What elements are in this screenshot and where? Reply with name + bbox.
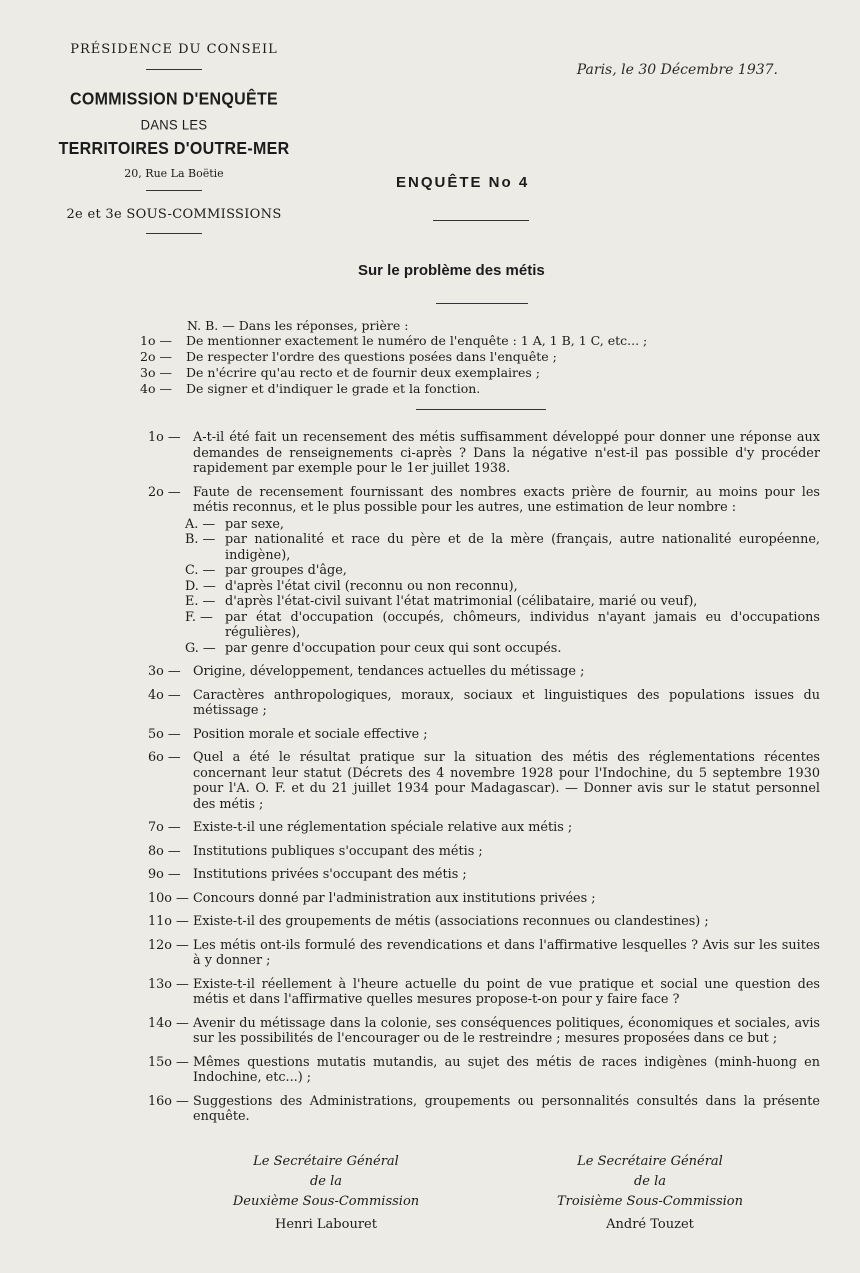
question-number: 12o — xyxy=(148,937,189,953)
question-text: Quel a été le résultat pratique sur la situation des métis des réglementations récentes concernant leur statut (Décrets des 4 novembre 1928 pour l'Indochine, du 5 septembre 1930 pour l'A. O. F. et du 21 juillet 1934 pour Madagascar). — Donner avis sur le statut personnel des métis ; xyxy=(193,750,820,812)
question-text: Avenir du métissage dans la colonie, ses conséquences politiques, économiques et sociales, avis sur les possibilités de l'encourager ou de le restreindre ; mesures proposées dans ce but ; xyxy=(193,1015,820,1046)
question-text: Existe-t-il réellement à l'heure actuelle du point de vue pratique et social une question des métis et dans l'affirmative quelles mesures propose-t-on pour y faire face ? xyxy=(193,976,820,1007)
sub-item xyxy=(185,532,820,563)
nb-item-text: De mentionner exactement le numéro de l'enquête : 1 A, 1 B, 1 C, etc... ; xyxy=(186,333,648,348)
nb-item-number: 2o — xyxy=(140,349,172,364)
sub-item-text: par groupes d'âge, xyxy=(225,563,347,578)
question-item xyxy=(148,844,820,860)
question-text: A-t-il été fait un recensement des métis suffisamment développé pour donner une réponse aux demandes de renseignements ci-après ? Dans la négative n'est-il pas possible d'y procéder rapidement par exemple pour le 1er juillet 1938. xyxy=(193,430,820,476)
nb-item-number: 3o — xyxy=(140,365,172,380)
subject-title: Sur le problème des métis xyxy=(358,262,545,279)
commission-heading xyxy=(40,87,308,162)
commission-line-3: TERRITOIRES D'OUTRE-MER xyxy=(58,140,290,159)
address: 20, Rue La Boëtie xyxy=(124,167,224,180)
nb-item-text: De n'écrire qu'au recto et de fournir deux exemplaires ; xyxy=(186,365,540,380)
nb-item-text: De signer et d'indiquer le grade et la fonction. xyxy=(186,381,481,396)
question-text: Existe-t-il des groupements de métis (associations reconnues ou clandestines) ; xyxy=(193,914,709,929)
question-number: 3o — xyxy=(148,664,181,679)
sub-item-text: par nationalité et race du père et de la mère (français, autre nationalité européenne, indigène), xyxy=(225,532,820,563)
divider xyxy=(146,233,202,234)
signature-name: Henri Labouret xyxy=(275,1217,377,1232)
question-item xyxy=(148,1055,820,1086)
sub-item xyxy=(185,517,820,533)
question-number: 13o — xyxy=(148,976,189,992)
signature-title: Le Secrétaire Général xyxy=(577,1154,723,1169)
nb-item xyxy=(140,365,700,381)
question-number: 11o — xyxy=(148,914,189,929)
question-number: 7o — xyxy=(148,820,181,835)
sub-item-letter: E. — xyxy=(185,594,216,609)
question-text: Institutions privées s'occupant des métis ; xyxy=(193,867,467,882)
questions-list xyxy=(148,430,820,1133)
question-item xyxy=(148,977,820,1008)
nb-item-number: 1o — xyxy=(140,333,172,348)
question-item xyxy=(148,914,820,930)
signature-commission: Deuxième Sous-Commission xyxy=(232,1194,420,1209)
question-text: Concours donné par l'administration aux institutions privées ; xyxy=(193,890,596,906)
nb-item-number: 4o — xyxy=(140,381,172,396)
signature-block-right xyxy=(520,1152,780,1235)
question-item xyxy=(148,688,820,719)
question-number: 5o — xyxy=(148,726,181,742)
question-item xyxy=(148,1016,820,1047)
sous-commissions-heading: 2e et 3e SOUS-COMMISSIONS xyxy=(66,207,282,222)
sub-item-text: par sexe, xyxy=(225,516,285,532)
sub-item xyxy=(185,563,820,579)
divider xyxy=(146,190,202,191)
sub-item xyxy=(185,579,820,595)
question-number: 4o — xyxy=(148,687,181,703)
question-number: 10o — xyxy=(148,890,189,906)
question-number: 2o — xyxy=(148,484,181,500)
enquete-title: ENQUÊTE No 4 xyxy=(396,174,530,191)
signature-of: de la xyxy=(309,1174,343,1189)
question-number: 15o — xyxy=(148,1054,189,1070)
sub-item-letter: A. — xyxy=(185,516,216,532)
question-item xyxy=(148,820,820,836)
question-text: Faute de recensement fournissant des nombres exacts prière de fournir, au moins pour les métis reconnus, et le plus possible pour les autres, une estimation de leur nombre : xyxy=(193,484,820,515)
question-number: 8o — xyxy=(148,843,181,859)
sub-item-letter: F. — xyxy=(185,609,213,625)
question-text: Position morale et sociale effective ; xyxy=(193,726,428,742)
commission-line-2: DANS LES xyxy=(140,116,208,133)
commission-line-1: COMMISSION D'ENQUÊTE xyxy=(69,90,279,109)
nb-item xyxy=(140,381,700,397)
signature-name: André Touzet xyxy=(606,1217,694,1232)
sub-item-letter: C. — xyxy=(185,563,216,578)
sub-item-letter: G. — xyxy=(185,640,216,656)
sub-item xyxy=(185,610,820,641)
nb-list xyxy=(140,333,700,397)
divider xyxy=(416,409,546,410)
question-number: 6o — xyxy=(148,750,181,765)
divider xyxy=(433,220,529,221)
sub-item xyxy=(185,594,820,610)
signature-block-left xyxy=(196,1152,456,1235)
presidence-heading: PRÉSIDENCE DU CONSEIL xyxy=(70,42,278,57)
nb-intro: N. B. — Dans les réponses, prière : xyxy=(187,318,409,333)
sub-item-text: d'après l'état civil (reconnu ou non reconnu), xyxy=(225,578,518,594)
nb-item xyxy=(140,349,700,365)
nb-item-text: De respecter l'ordre des questions posées dans l'enquête ; xyxy=(186,349,557,364)
question-item xyxy=(148,485,820,657)
question-text: Origine, développement, tendances actuelles du métissage ; xyxy=(193,664,585,679)
question-text: Institutions publiques s'occupant des métis ; xyxy=(193,843,483,859)
question-text: Caractères anthropologiques, moraux, sociaux et linguistiques des populations issues du métissage ; xyxy=(193,687,820,718)
question-number: 14o — xyxy=(148,1015,189,1031)
question-text: Mêmes questions mutatis mutandis, au sujet des métis de races indigènes (minh-huong en Indochine, etc...) ; xyxy=(193,1054,820,1085)
question-item xyxy=(148,664,820,680)
sub-item-text: par genre d'occupation pour ceux qui sont occupés. xyxy=(225,640,562,656)
document-date: Paris, le 30 Décembre 1937. xyxy=(576,62,778,78)
sub-item-text: par état d'occupation (occupés, chômeurs, individus n'ayant jamais eu d'occupations régulières), xyxy=(225,609,820,640)
question-item xyxy=(148,938,820,969)
question-text: Suggestions des Administrations, groupements ou personnalités consultés dans la présente enquête. xyxy=(193,1093,820,1124)
question-text: Les métis ont-ils formulé des revendications et dans l'affirmative lesquelles ? Avis sur les suites à y donner ; xyxy=(193,937,820,968)
question-item xyxy=(148,750,820,812)
question-number: 9o — xyxy=(148,867,181,882)
sub-item xyxy=(185,641,820,657)
question-item xyxy=(148,430,820,477)
signature-commission: Troisième Sous-Commission xyxy=(557,1194,743,1209)
nb-item xyxy=(140,333,700,349)
sub-item-text: d'après l'état-civil suivant l'état matrimonial (célibataire, marié ou veuf), xyxy=(225,594,698,609)
divider xyxy=(146,69,202,70)
question-item xyxy=(148,727,820,743)
divider xyxy=(436,303,528,304)
signature-title: Le Secrétaire Général xyxy=(253,1154,399,1169)
question-text: Existe-t-il une réglementation spéciale relative aux métis ; xyxy=(193,820,573,835)
question-number: 16o — xyxy=(148,1093,189,1109)
question-number: 1o — xyxy=(148,430,181,445)
question-item xyxy=(148,1094,820,1125)
signature-of: de la xyxy=(633,1174,667,1189)
question-2-sublist xyxy=(185,517,820,657)
question-item xyxy=(148,891,820,907)
sub-item-letter: D. — xyxy=(185,578,216,594)
question-item xyxy=(148,867,820,883)
sub-item-letter: B. — xyxy=(185,532,216,547)
